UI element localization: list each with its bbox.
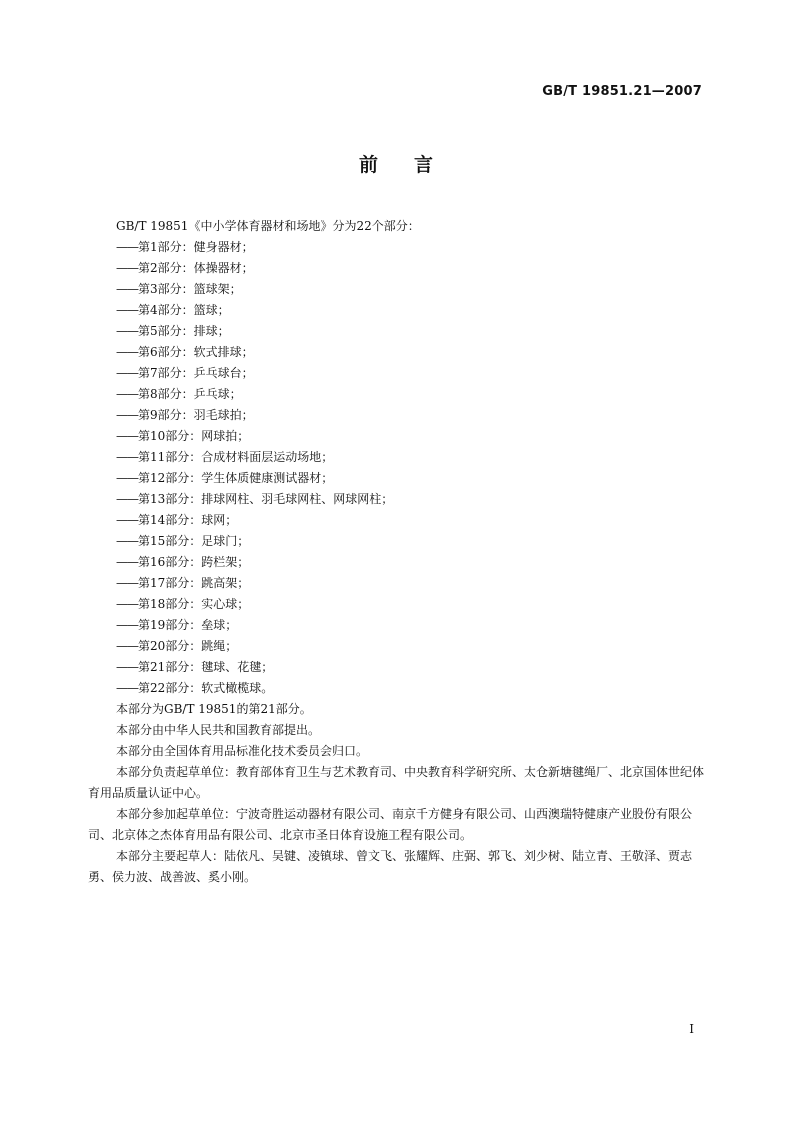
paragraph: 本部分为GB/T 19851的第21部分。 bbox=[116, 702, 312, 716]
list-dash: —— bbox=[116, 492, 138, 506]
list-dash: —— bbox=[116, 576, 138, 590]
list-dash: —— bbox=[116, 471, 138, 485]
list-item-text: 第14部分：球网； bbox=[138, 513, 238, 527]
list-item bbox=[88, 363, 708, 384]
list-item-text: 第20部分：跳绳； bbox=[138, 639, 238, 653]
list-dash: —— bbox=[116, 387, 138, 401]
list-dash: —— bbox=[116, 513, 138, 527]
list-item-text: 第21部分：毽球、花毽； bbox=[138, 660, 274, 674]
list-item bbox=[88, 489, 708, 510]
list-item bbox=[88, 237, 708, 258]
list-item-text: 第2部分：体操器材； bbox=[138, 261, 254, 275]
list-item bbox=[88, 468, 708, 489]
paragraphs bbox=[88, 699, 708, 888]
list-dash: —— bbox=[116, 303, 138, 317]
paragraph: 本部分负责起草单位：教育部体育卫生与艺术教育司、中央教育科学研究所、太仓新塘毽绳厂、北京国体世纪体育用品质量认证中心。 bbox=[88, 765, 705, 800]
list-item bbox=[88, 531, 708, 552]
list-item bbox=[88, 678, 708, 699]
list-item bbox=[88, 573, 708, 594]
list-item-text: 第3部分：篮球架； bbox=[138, 282, 242, 296]
list-dash: —— bbox=[116, 240, 138, 254]
list-item bbox=[88, 405, 708, 426]
list-item-text: 第13部分：排球网柱、羽毛球网柱、网球网柱； bbox=[138, 492, 394, 506]
parts-list bbox=[88, 237, 708, 699]
page-number: I bbox=[689, 1022, 694, 1036]
list-dash: —— bbox=[116, 324, 138, 338]
standard-code: GB/T 19851.21—2007 bbox=[542, 84, 702, 99]
list-item-text: 第5部分：排球； bbox=[138, 324, 230, 338]
list-item bbox=[88, 321, 708, 342]
list-dash: —— bbox=[116, 618, 138, 632]
list-item-text: 第18部分：实心球； bbox=[138, 597, 250, 611]
list-item-text: 第8部分：乒乓球； bbox=[138, 387, 242, 401]
intro-line: GB/T 19851《中小学体育器材和场地》分为22个部分： bbox=[116, 219, 420, 233]
list-item bbox=[88, 342, 708, 363]
list-item bbox=[88, 615, 708, 636]
list-item-text: 第4部分：篮球； bbox=[138, 303, 230, 317]
list-item-text: 第17部分：跳高架； bbox=[138, 576, 250, 590]
list-dash: —— bbox=[116, 345, 138, 359]
list-item-text: 第9部分：羽毛球拍； bbox=[138, 408, 254, 422]
list-item-text: 第6部分：软式排球； bbox=[138, 345, 254, 359]
foreword-body bbox=[88, 216, 708, 888]
list-item-text: 第16部分：跨栏架； bbox=[138, 555, 250, 569]
list-dash: —— bbox=[116, 597, 138, 611]
list-dash: —— bbox=[116, 639, 138, 653]
list-dash: —— bbox=[116, 366, 138, 380]
list-dash: —— bbox=[116, 681, 138, 695]
list-dash: —— bbox=[116, 555, 138, 569]
list-item bbox=[88, 594, 708, 615]
list-dash: —— bbox=[116, 261, 138, 275]
page-title bbox=[0, 150, 794, 177]
list-dash: —— bbox=[116, 534, 138, 548]
title-char-2: 言 bbox=[414, 154, 436, 176]
list-item bbox=[88, 552, 708, 573]
list-item-text: 第12部分：学生体质健康测试器材； bbox=[138, 471, 334, 485]
list-dash: —— bbox=[116, 429, 138, 443]
list-item bbox=[88, 258, 708, 279]
list-item-text: 第10部分：网球拍； bbox=[138, 429, 250, 443]
list-item bbox=[88, 510, 708, 531]
paragraph: 本部分参加起草单位：宁波奇胜运动器材有限公司、南京千方健身有限公司、山西澳瑞特健康产业股份有限公司、北京体之杰体育用品有限公司、北京市圣日体育设施工程有限公司。 bbox=[88, 807, 693, 842]
paragraph: 本部分主要起草人：陆依凡、吴键、凌镇球、曾文飞、张耀辉、庄弼、郭飞、刘少树、陆立青、王敬泽、贾志勇、侯力波、战善波、奚小刚。 bbox=[88, 849, 693, 884]
list-item-text: 第19部分：垒球； bbox=[138, 618, 238, 632]
list-item bbox=[88, 279, 708, 300]
list-dash: —— bbox=[116, 282, 138, 296]
list-item-text: 第7部分：乒乓球台； bbox=[138, 366, 254, 380]
list-dash: —— bbox=[116, 408, 138, 422]
list-item-text: 第22部分：软式橄榄球。 bbox=[138, 681, 274, 695]
list-dash: —— bbox=[116, 450, 138, 464]
list-item bbox=[88, 447, 708, 468]
list-item-text: 第11部分：合成材料面层运动场地； bbox=[138, 450, 334, 464]
paragraph: 本部分由中华人民共和国教育部提出。 bbox=[116, 723, 321, 737]
list-item bbox=[88, 657, 708, 678]
list-dash: —— bbox=[116, 660, 138, 674]
title-char-1: 前 bbox=[358, 154, 380, 176]
list-item-text: 第1部分：健身器材； bbox=[138, 240, 254, 254]
paragraph: 本部分由全国体育用品标准化技术委员会归口。 bbox=[116, 744, 369, 758]
list-item bbox=[88, 636, 708, 657]
list-item bbox=[88, 384, 708, 405]
list-item-text: 第15部分：足球门； bbox=[138, 534, 250, 548]
list-item bbox=[88, 300, 708, 321]
list-item bbox=[88, 426, 708, 447]
